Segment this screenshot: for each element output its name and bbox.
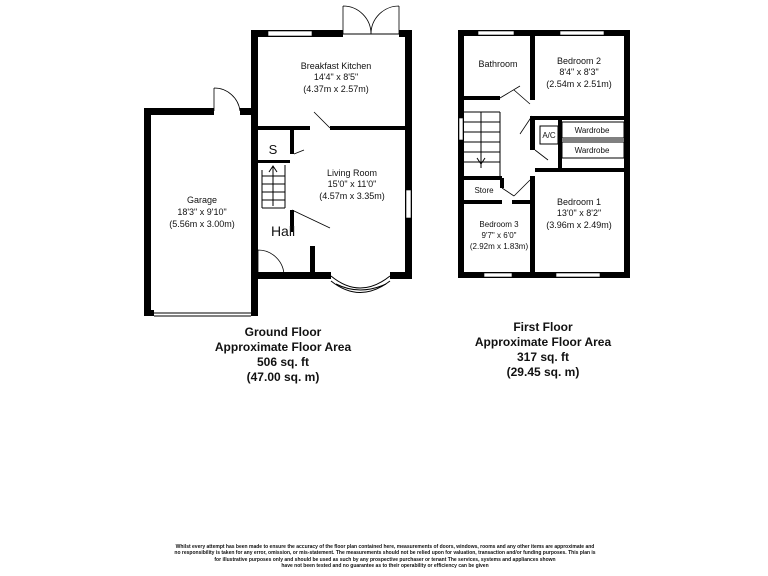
garage-metric: (5.56m x 3.00m) [169,219,235,229]
ground-stairs [262,165,285,208]
hall-name: Hall [270,223,296,239]
first-floor-caption [433,320,653,380]
bathroom-wall-bottom [464,96,500,100]
bathroom-bedroom2-wall [530,36,535,100]
ff-wall-left [458,30,464,278]
window [459,118,463,140]
ac-label: A/C [542,131,556,140]
wardrobe-top-label: Wardrobe [574,126,610,135]
hall-wall [290,130,294,154]
bedroom1-wall-top [535,168,624,172]
garage-wall-bottom-left [144,310,154,316]
living-room-name: Living Room [326,168,378,178]
bathroom-name: Bathroom [478,59,518,69]
house-wall-left [251,30,258,280]
ground-floor-sqm: (47.00 sq. m) [246,370,320,384]
window [406,190,411,218]
window [484,273,512,277]
bathroom-door [500,86,530,104]
disclaimer-line: have not been tested and no guarantee as to their operability or efficiency can be given [281,563,489,570]
first-floor-stairs [464,112,500,178]
house-wall-right [405,30,412,278]
first-floor-title: First Floor [513,320,573,334]
disclaimer [130,544,640,570]
first-floor-sqm: (29.45 sq. m) [506,365,580,379]
breakfast-kitchen-name: Breakfast Kitchen [300,61,372,71]
window [556,273,600,277]
first-floor-plan [458,30,630,278]
kitchen-living-wall [258,126,310,130]
bedroom2-wall-bottom [535,116,624,120]
storage-mark: S [268,142,278,157]
living-door [292,210,330,228]
bedroom1-door [514,180,530,196]
bedroom3-imperial: 9'7" x 6'0" [481,231,517,240]
kitchen-door [314,112,330,128]
bedroom1-name: Bedroom 1 [556,197,602,207]
store-door [294,150,304,154]
living-room-metric: (4.57m x 3.35m) [319,191,385,201]
window [560,31,604,35]
bedroom2-imperial: 8'4" x 8'3" [559,67,599,77]
store-label: Store [474,186,494,195]
breakfast-kitchen-metric: (4.37m x 2.57m) [303,84,369,94]
first-floor-sqft: 317 sq. ft [516,350,570,364]
bedroom2-metric: (2.54m x 2.51m) [546,79,612,89]
house-wall-bottom-right [390,272,412,279]
garage-wall-left [144,108,151,316]
garage-name: Garage [186,195,218,205]
disclaimer-line: for illustrative purposes only and should be used as such by any prospective purchaser or tenant The services, systems and appliances shown [214,556,556,563]
window [268,31,312,36]
wardrobe-bottom-label: Wardrobe [574,146,610,155]
garage-imperial: 18'3" x 9'10" [177,207,227,217]
bedroom3-name: Bedroom 3 [479,220,519,229]
bedroom3-metric: (2.92m x 1.83m) [469,242,529,251]
disclaimer-line: no responsibility is taken for any error, omission, or mis-statement. The measurements should not be relied upon for valuation, transaction and/or funding purposes. This plan is [174,550,596,557]
ground-floor-title: Ground Floor [244,325,322,339]
ground-floor-plan [144,6,412,316]
bedroom2-name: Bedroom 2 [556,56,602,66]
house-wall-bottom-left [251,272,331,279]
ground-floor-caption [173,325,393,385]
bedroom1-imperial: 13'0" x 8'2" [556,208,602,218]
ground-floor-subtitle: Approximate Floor Area [214,340,352,354]
breakfast-kitchen-imperial: 14'4" x 8'5" [313,72,359,82]
bedroom1-metric: (3.96m x 2.49m) [546,220,612,230]
disclaimer-line: Whilst every attempt has been made to ensure the accuracy of the floor plan contained here, measurements of doors, windows, rooms and any other items are approximate and [175,544,595,550]
living-room-imperial: 15'0" x 11'0" [327,179,377,189]
garage-side-door [214,88,240,111]
window [478,31,514,35]
kitchen-living-wall [330,126,405,130]
garage-wall-top [144,108,214,115]
first-floor-subtitle: Approximate Floor Area [474,335,612,349]
store-door [502,188,514,196]
ff-wall-right [624,30,630,278]
ground-floor-sqft: 506 sq. ft [256,355,310,369]
bedroom3-bedroom1-wall [530,176,535,276]
